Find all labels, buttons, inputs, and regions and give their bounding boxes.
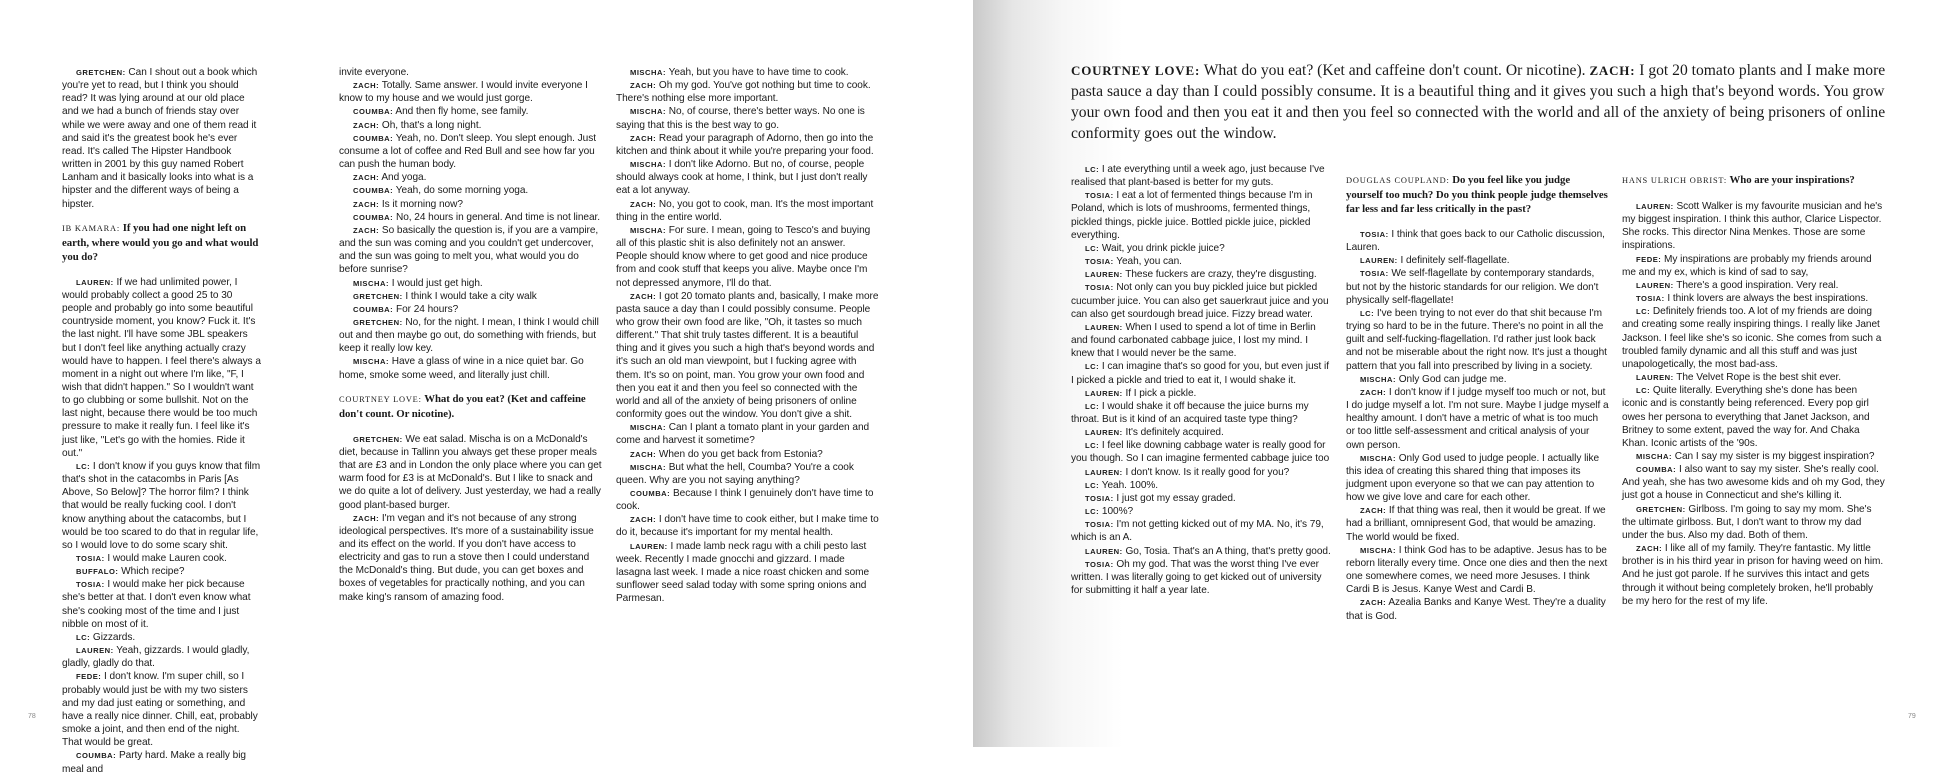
page-number-right: 79 <box>1908 713 1916 720</box>
dialogue-text: I definitely self-flagellate. <box>1400 255 1510 267</box>
dialogue-paragraph <box>1346 254 1609 267</box>
dialogue-text: Definitely friends too. A lot of my friends are doing and creating some really inspiring things. I really like Janet Jackson. I feel like she's so iconic. She comes from such a troubled family dynamic and all this stuff and was just unapologetically, the most bad-ass. <box>1622 306 1882 370</box>
dialogue-text: When I used to spend a lot of time in Berlin and found carbonated cabbage juice, I lost my mind. I knew that I would never be the same. <box>1071 321 1316 360</box>
dialogue-paragraph <box>1622 200 1885 253</box>
speaker-name: TOSIA: <box>1360 230 1389 239</box>
dialogue-paragraph <box>1622 253 1885 279</box>
dialogue-paragraph <box>339 132 602 171</box>
speaker-name: LC: <box>1636 307 1651 317</box>
pull-quote-answer-name: ZACH: <box>1589 63 1636 78</box>
speaker-name: LAUREN: <box>1636 280 1674 290</box>
speaker-name: TOSIA: <box>1085 257 1114 267</box>
speaker-name: LC: <box>1085 441 1100 451</box>
speaker-name: LC: <box>76 632 91 642</box>
speaker-name: LAUREN: <box>630 541 668 551</box>
speaker-name: LC: <box>76 461 91 471</box>
dialogue-paragraph <box>62 552 261 565</box>
dialogue-paragraph <box>339 105 602 118</box>
left-column-3 <box>616 66 879 605</box>
dialogue-paragraph <box>1071 163 1334 189</box>
dialogue-paragraph <box>339 198 602 211</box>
speaker-name: LC: <box>1085 507 1100 517</box>
dialogue-paragraph <box>339 119 602 132</box>
dialogue-paragraph <box>62 631 261 644</box>
dialogue-text: There's a good inspiration. Very real. <box>1676 279 1839 291</box>
speaker-name: TOSIA: <box>1360 269 1389 279</box>
speaker-name: TOSIA: <box>1636 294 1665 304</box>
dialogue-text: Is it morning now? <box>381 198 463 210</box>
dialogue-text: If we had unlimited power, I would probably collect a good 25 to 30 people and probably go into some beautiful countryside moment, you know? Fuck it. It's the last night. I'll have some JBL speakers but I don't feel like anything actually crazy would have to happen. I feel there's always a moment in a night out where I'm like, "F, I wish that didn't happen." So I wouldn't want to go clubbing or some bullshit. Not on the last night, because there would be too much pressure to make it really fun. I feel like it's just like, "Let's go with the homies. Ride it out." <box>62 276 261 459</box>
speaker-name: ZACH: <box>353 199 380 209</box>
dialogue-paragraph <box>1071 492 1334 505</box>
speaker-name: MISCHA: <box>630 107 666 117</box>
left-column-1 <box>62 66 261 776</box>
dialogue-text: I would just get high. <box>391 277 483 289</box>
dialogue-text: These fuckers are crazy, they're disgusting. <box>1125 269 1317 281</box>
right-column-1 <box>1071 163 1334 597</box>
speaker-name: LC: <box>1360 308 1375 318</box>
speaker-name: LC: <box>1085 362 1100 372</box>
speaker-name: COUMBA: <box>1636 465 1677 475</box>
speaker-name: ZACH: <box>1636 544 1663 554</box>
speaker-name: ZACH: <box>353 513 380 523</box>
right-column-3 <box>1622 163 1885 608</box>
speaker-name: LC: <box>1085 401 1100 411</box>
dialogue-paragraph <box>1346 228 1609 254</box>
dialogue-text: 100%? <box>1101 506 1134 518</box>
dialogue-paragraph <box>1622 450 1885 463</box>
dialogue-paragraph <box>616 513 879 539</box>
dialogue-text: I just got my essay graded. <box>1116 492 1236 504</box>
dialogue-text: No, you got to cook, man. It's the most important thing in the entire world. <box>616 198 874 223</box>
question-author: IB KAMARA: <box>62 223 121 233</box>
dialogue-text: I got 20 tomato plants and, basically, I make more pasta sauce a day than I could possibly consume. People who grow their own food are like, "Oh, it tastes so much different." That shit truly tastes different. It is a beautiful thing and it gives you such a high that's beyond words and it's such an old man viewpoint, but I fucking agree with them. It's so on point, man. You grow your own food and then you eat it and then you feel so connected with the world and all of the anxiety of being prisoners of online conformity goes out the window. You don't give a shit. <box>616 290 879 421</box>
dialogue-paragraph <box>1071 505 1334 518</box>
dialogue-text: And yoga. <box>381 172 427 184</box>
dialogue-text: Yeah, but you have to have time to cook. <box>668 67 849 78</box>
dialogue-paragraph <box>1346 596 1609 622</box>
dialogue-paragraph <box>1622 279 1885 292</box>
dialogue-text: I don't like Adorno. But no, of course, people should always cook at home, I think, but I just don't really eat a lot anyway. <box>616 159 868 197</box>
speaker-name: LAUREN: <box>76 646 114 656</box>
dialogue-text: But what the hell, Coumba? You're a cook queen. Why are you not saying anything? <box>616 461 854 486</box>
dialogue-text: We self-flagellate by contemporary standards, but not by the historic standards for our religion. We don't physically self-flagellate! <box>1346 268 1599 306</box>
dialogue-text: I don't know. I'm super chill, so I probably would just be with my two sisters and my dad just eating or something, and have a really nice dinner. Chill, eat, probably smoke a joint, and then end of the night. That would be great. <box>62 671 258 749</box>
dialogue-text: The Velvet Rope is the best shit ever. <box>1676 372 1841 384</box>
speaker-name: COUMBA: <box>630 489 671 498</box>
dialogue-text: I think I would take a city walk <box>405 290 537 302</box>
dialogue-paragraph <box>1071 439 1334 465</box>
dialogue-paragraph <box>62 749 261 775</box>
speaker-name: TOSIA: <box>1085 493 1114 503</box>
dialogue-paragraph <box>1346 504 1609 543</box>
speaker-name: LC: <box>1085 243 1100 253</box>
dialogue-paragraph <box>1071 255 1334 268</box>
dialogue-text: Oh, that's a long night. <box>381 119 482 131</box>
speaker-name: LAUREN: <box>1636 202 1674 211</box>
pull-quote-question: What do you eat? (Ket and caffeine don't count. Or nicotine). <box>1203 62 1586 79</box>
dialogue-paragraph <box>616 158 879 197</box>
speaker-name: COUMBA: <box>353 107 394 117</box>
speaker-name: ZACH: <box>353 120 380 130</box>
pull-quote <box>1071 60 1886 144</box>
speaker-name: COUMBA: <box>353 212 394 222</box>
dialogue-paragraph <box>1622 542 1885 608</box>
dialogue-text: Which recipe? <box>121 566 185 578</box>
speaker-name: COUMBA: <box>353 186 394 196</box>
dialogue-text: Read your paragraph of Adorno, then go into the kitchen and think about it while you're preparing your food. <box>616 132 874 157</box>
left-column-2 <box>339 66 602 604</box>
dialogue-text: So basically the question is, if you are a vampire, and the sun was coming and you couldn't get undercover, and the sun was going to melt you, what would you do before sunrise? <box>339 224 599 276</box>
dialogue-text: Have a glass of wine in a nice quiet bar. Go home, smoke some weed, and literally just chill. <box>339 356 584 381</box>
dialogue-paragraph <box>339 66 602 79</box>
dialogue-text: I've been trying to not ever do that shit because I'm trying so hard to be in the future. There's no point in all the guilt and self-fucking-flagellation. I'd rather just look back and not be miserable about the right now. It's just a thought pattern that you fall into prescribed by living in a society. <box>1346 307 1607 372</box>
dialogue-paragraph <box>616 198 879 224</box>
dialogue-paragraph <box>1346 267 1609 306</box>
dialogue-paragraph <box>1346 452 1609 505</box>
dialogue-paragraph <box>62 460 261 552</box>
dialogue-text: No, for the night. I mean, I think I would chill out and then maybe go out, do something with friends, but keep it really low key. <box>339 316 599 355</box>
dialogue-paragraph <box>339 512 602 604</box>
dialogue-paragraph <box>339 277 602 290</box>
speaker-name: GRETCHEN: <box>353 291 403 301</box>
dialogue-paragraph <box>1622 305 1885 371</box>
left-page <box>0 0 973 775</box>
dialogue-text: Yeah, do some morning yoga. <box>395 185 529 197</box>
dialogue-text: Only God can judge me. <box>1398 373 1507 385</box>
dialogue-paragraph <box>339 290 602 303</box>
dialogue-paragraph <box>1071 242 1334 255</box>
speaker-name: MISCHA: <box>630 160 666 170</box>
dialogue-paragraph <box>62 276 261 460</box>
dialogue-paragraph <box>1071 479 1334 492</box>
dialogue-text: Only God used to judge people. I actually like this idea of creating this shared thing that imposes its judgment upon everyone so that we can pay attention to how we give love and care for each other. <box>1346 452 1600 504</box>
dialogue-text: Wait, you drink pickle juice? <box>1101 242 1225 254</box>
speaker-name: ZACH: <box>353 225 380 235</box>
dialogue-paragraph <box>616 540 879 606</box>
dialogue-paragraph <box>616 461 879 487</box>
dialogue-paragraph <box>339 79 602 105</box>
dialogue-text: No, of course, there's better ways. No one is saying that this is the best way to go. <box>616 106 865 131</box>
dialogue-text: Gizzards. <box>92 631 136 643</box>
dialogue-text: Quite literally. Everything she's done has been iconic and is constantly being referenced. Every pop girl owes her persona to everything that Janet Jackson, and Britney to some extent, paved the way for. And Chaka Khan. Iconic artists of the '90s. <box>1622 385 1870 449</box>
speaker-name: GRETCHEN: <box>1636 504 1686 514</box>
dialogue-text: I think that goes back to our Catholic discussion, Lauren. <box>1346 229 1605 254</box>
question-author: HANS ULRICH OBRIST: <box>1622 176 1728 185</box>
dialogue-text: Yeah. 100%. <box>1101 479 1159 491</box>
speaker-name: GRETCHEN: <box>353 434 403 444</box>
dialogue-paragraph <box>616 421 879 447</box>
speaker-name: MISCHA: <box>630 423 666 433</box>
dialogue-text: It's definitely acquired. <box>1125 427 1224 439</box>
speaker-name: ZACH: <box>630 515 657 525</box>
pull-quote-question-name: COURTNEY LOVE: <box>1071 63 1201 78</box>
speaker-name: MISCHA: <box>630 462 666 472</box>
dialogue-paragraph <box>1622 371 1885 384</box>
dialogue-text: I would shake it off because the juice burns my throat. But is it kind of an acquired taste type thing? <box>1071 400 1309 425</box>
dialogue-paragraph <box>339 303 602 316</box>
pull-quote-answer: I got 20 tomato plants and I make more pasta sauce a day than I could possibly consume. It is a beautiful thing and it gives you such a high that's beyond words. You grow your own food and then you eat it and then you feel so connected with the world and all of the anxiety of being prisoners of online conformity goes out the window. <box>1071 62 1886 142</box>
dialogue-paragraph <box>1071 268 1334 281</box>
speaker-name: COUMBA: <box>353 133 394 143</box>
dialogue-text: Scott Walker is my favourite musician and he's my biggest inspiration. I think this author, Clarice Lispector. She rocks. This director Nina Menkes. Those are some inspirations. <box>1622 201 1883 252</box>
speaker-name: ZACH: <box>630 133 657 143</box>
dialogue-paragraph <box>339 355 602 381</box>
dialogue-paragraph <box>1346 373 1609 386</box>
speaker-name: ZACH: <box>353 81 380 91</box>
dialogue-paragraph <box>339 316 602 355</box>
interview-question <box>339 392 602 421</box>
dialogue-paragraph <box>1071 400 1334 426</box>
speaker-name: ZACH: <box>1360 387 1387 397</box>
speaker-name: TOSIA: <box>1085 520 1114 530</box>
dialogue-text: We eat salad. Mischa is on a McDonald's diet, because in Tallinn you always get these proper meals that are £3 and in London the only place where you can get warm food for £3 is at McDonald's. But I like to snack and we do quite a lot of delivery. Just yesterday, we had a really good plant-based burger. <box>339 433 602 511</box>
dialogue-paragraph <box>1071 545 1334 558</box>
dialogue-paragraph <box>339 171 602 184</box>
dialogue-paragraph <box>1622 292 1885 305</box>
dialogue-text: invite everyone. <box>339 67 409 78</box>
dialogue-text: I ate everything until a week ago, just because I've realised that plant-based is better for my guts. <box>1071 164 1325 189</box>
dialogue-text: Yeah, you can. <box>1116 256 1182 268</box>
dialogue-paragraph <box>339 433 602 512</box>
dialogue-paragraph <box>616 290 879 422</box>
dialogue-paragraph <box>1071 281 1334 320</box>
dialogue-paragraph <box>339 224 602 277</box>
speaker-name: COUMBA: <box>353 304 394 314</box>
speaker-name: ZACH: <box>1360 598 1387 608</box>
speaker-name: LC: <box>1085 165 1100 174</box>
dialogue-paragraph <box>1071 387 1334 400</box>
dialogue-text: Oh my god. That was the worst thing I've ever written. I was literally going to get kicked out of university for submitting it half a year late. <box>1071 558 1322 596</box>
dialogue-paragraph <box>616 448 879 461</box>
speaker-name: ZACH: <box>1360 506 1387 516</box>
dialogue-text: Totally. Same answer. I would invite everyone I know to my house and we would just gorge. <box>339 80 588 105</box>
dialogue-paragraph <box>62 66 261 211</box>
dialogue-text: When do you get back from Estonia? <box>658 448 823 460</box>
speaker-name: TOSIA: <box>1085 283 1114 293</box>
dialogue-text: Can I shout out a book which you're yet to read, but I think you should read? It was lying around at our old place and we had a bunch of friends stay over while we were away and one of them read it and said it's the greatest book he's ever read. It's called The Hipster Handbook written in 2001 by this guy named Robert Lanham and it basically looks into what is a hipster and the different ways of being a hipster. <box>62 67 258 210</box>
speaker-name: LAUREN: <box>1636 373 1674 383</box>
speaker-name: MISCHA: <box>1360 453 1396 463</box>
dialogue-text: I eat a lot of fermented things because I'm in Poland, which is lots of mushrooms, fermented things, pickled things, pickle juice. Bottled pickle juice, pickled everything. <box>1071 190 1313 241</box>
speaker-name: MISCHA: <box>630 68 666 77</box>
speaker-name: LC: <box>1636 386 1651 396</box>
dialogue-paragraph <box>62 578 261 631</box>
dialogue-text: I'm vegan and it's not because of any strong ideological perspectives. It's more of a sustainability issue and its effect on the world. If you don't have access to electricity and gas to run a stove then I could understand the McDonald's thing. But dude, you can get boxes and boxes of vegetables for practically nothing, and you can make king's ransom of amazing food. <box>339 512 594 603</box>
dialogue-text: If that thing was real, then it would be great. If we had a brilliant, omnipresent God, that would be amazing. The world would be fixed. <box>1346 505 1606 543</box>
dialogue-paragraph <box>339 211 602 224</box>
dialogue-paragraph <box>1071 518 1334 544</box>
dialogue-text: For 24 hours? <box>395 303 459 315</box>
dialogue-paragraph <box>1071 558 1334 597</box>
speaker-name: ZACH: <box>353 173 380 183</box>
dialogue-text: Girlboss. I'm going to say my mom. She's the ultimate girlboss. But, I don't want to throw my dad under the bus. Also my dad. Both of them. <box>1622 503 1872 541</box>
dialogue-text: Can I plant a tomato plant in your garden and come and harvest it sometime? <box>616 422 870 447</box>
dialogue-text: Go, Tosia. That's an A thing, that's pretty good. <box>1125 545 1331 557</box>
question-text: Do you feel like you judge yourself too much? Do you think people judge themselves far less and far less critically in the past? <box>1346 174 1608 215</box>
speaker-name: MISCHA: <box>1360 545 1396 555</box>
speaker-name: ZACH: <box>630 81 657 91</box>
dialogue-text: I feel like downing cabbage water is really good for you though. So I can imagine fermented cabbage juice too <box>1071 440 1330 465</box>
dialogue-paragraph <box>1346 386 1609 452</box>
speaker-name: LAUREN: <box>1085 428 1123 438</box>
speaker-name: ZACH: <box>630 291 657 301</box>
dialogue-paragraph <box>62 670 261 749</box>
dialogue-text: And then fly home, see family. <box>395 106 529 118</box>
dialogue-paragraph <box>1071 426 1334 439</box>
speaker-name: LAUREN: <box>1085 546 1123 556</box>
dialogue-paragraph <box>1071 321 1334 360</box>
dialogue-text: Azealia Banks and Kanye West. They're a duality that is God. <box>1346 597 1606 622</box>
dialogue-paragraph <box>1622 503 1885 542</box>
dialogue-text: I don't know. Is it really good for you? <box>1125 466 1290 478</box>
interview-question <box>62 221 261 264</box>
speaker-name: TOSIA: <box>76 554 105 563</box>
speaker-name: LAUREN: <box>1085 322 1123 332</box>
dialogue-paragraph <box>616 105 879 131</box>
dialogue-text: I don't have time to cook either, but I make time to do it, because it's important for my mental health. <box>616 514 879 539</box>
speaker-name: MISCHA: <box>630 225 666 235</box>
dialogue-text: I don't know if you guys know that film that's shot in the catacombs in Paris [As Above, So Below]? The horror film? I think that would be really fucking cool. I don't know anything about the catacombs, but I would be too scared to do that in regular life, so I would love to do some scary shit. <box>62 460 261 551</box>
dialogue-paragraph <box>1346 307 1609 373</box>
speaker-name: LAUREN: <box>1360 256 1398 266</box>
dialogue-text: I think lovers are always the best inspirations. <box>1667 293 1869 305</box>
speaker-name: COUMBA: <box>76 751 117 761</box>
question-text: If you had one night left on earth, where would you go and what would you do? <box>62 221 259 263</box>
speaker-name: GRETCHEN: <box>76 68 126 77</box>
speaker-name: TOSIA: <box>1085 191 1114 201</box>
interview-question <box>1346 173 1609 216</box>
dialogue-text: If I pick a pickle. <box>1125 387 1197 399</box>
dialogue-paragraph <box>1071 189 1334 242</box>
dialogue-text: I also want to say my sister. She's really cool. And yeah, she has two awesome kids and oh my God, they just got a house in Connecticut and she's killing it. <box>1622 464 1885 502</box>
dialogue-paragraph <box>616 79 879 105</box>
question-text: What do you eat? (Ket and caffeine don't count. Or nicotine). <box>339 392 586 420</box>
dialogue-text: Yeah, gizzards. I would gladly, gladly, gladly do that. <box>62 645 250 670</box>
dialogue-paragraph <box>1346 544 1609 597</box>
speaker-name: ZACH: <box>630 449 657 459</box>
dialogue-text: For sure. I mean, going to Tesco's and buying all of this plastic shit is also definitely not an answer. People should know where to get good and nice produce from and cook stuff that keeps you alive. Maybe once I'm not depressed anymore, I'll do that. <box>616 224 871 289</box>
speaker-name: LC: <box>1085 480 1100 490</box>
dialogue-text: Because I think I genuinely don't have time to cook. <box>616 488 874 513</box>
dialogue-paragraph <box>1071 466 1334 479</box>
speaker-name: FEDE: <box>76 672 102 682</box>
speaker-name: TOSIA: <box>1085 559 1114 569</box>
speaker-name: TOSIA: <box>76 580 105 590</box>
dialogue-paragraph <box>616 66 879 79</box>
dialogue-text: My inspirations are probably my friends around me and my ex, which is kind of sad to say, <box>1622 253 1872 278</box>
dialogue-text: I made lamb neck ragu with a chili pesto last week. Recently I made gnocchi and gizzard. I made lasagna last week. I made a nice roast chicken and some sunflower seed salad today with some spring onions and Parmesan. <box>616 540 870 605</box>
dialogue-text: I don't know if I judge myself too much or not, but I do judge myself a lot. I'm not sure. Maybe I judge myself a healthy amount. I don't have a metric of what is too much or too little self-assessment and critical analysis of your own person. <box>1346 386 1609 451</box>
dialogue-paragraph <box>339 184 602 197</box>
dialogue-text: I would make her pick because she's better at that. I don't even know what she's cooking most of the time and I just nibble on most of it. <box>62 579 251 630</box>
speaker-name: MISCHA: <box>1360 374 1396 384</box>
speaker-name: MISCHA: <box>353 278 389 288</box>
dialogue-text: No, 24 hours in general. And time is not linear. <box>395 211 601 223</box>
speaker-name: ZACH: <box>630 199 657 209</box>
dialogue-paragraph <box>62 565 261 578</box>
dialogue-paragraph <box>62 644 261 670</box>
speaker-name: LAUREN: <box>1085 388 1123 398</box>
dialogue-paragraph <box>616 487 879 513</box>
dialogue-paragraph <box>616 224 879 290</box>
dialogue-text: Not only can you buy pickled juice but pickled cucumber juice. You can also get sauerkraut juice and you can also get sourdough bread juice. Fizzy bread water. <box>1071 282 1329 320</box>
dialogue-paragraph <box>616 132 879 158</box>
speaker-name: MISCHA: <box>1636 451 1672 461</box>
question-author: COURTNEY LOVE: <box>339 394 422 404</box>
dialogue-text: I can imagine that's so good for you, but even just if I picked a pickle and tried to eat it, I would shake it. <box>1071 361 1329 386</box>
dialogue-paragraph <box>1622 384 1885 450</box>
speaker-name: MISCHA: <box>353 357 389 367</box>
speaker-name: LAUREN: <box>1085 467 1123 477</box>
speaker-name: GRETCHEN: <box>353 317 403 327</box>
dialogue-text: Party hard. Make a really big meal and <box>62 750 246 775</box>
dialogue-text: I would make Lauren cook. <box>107 553 227 564</box>
speaker-name: LAUREN: <box>76 277 114 287</box>
dialogue-text: I like all of my family. They're fantastic. My little brother is in his third year in prison for having weed on him. And he just got parole. If he survives this intact and gets through it without being completely broken, he'll probably be my hero for the rest of my life. <box>1622 543 1884 607</box>
dialogue-text: Yeah, no. Don't sleep. You slept enough. Just consume a lot of coffee and Red Bull and see how far you can push the human body. <box>339 132 596 171</box>
dialogue-text: Oh my god. You've got nothing but time to cook. There's nothing else more important. <box>616 80 871 105</box>
dialogue-paragraph <box>1622 463 1885 502</box>
dialogue-text: Can I say my sister is my biggest inspiration? <box>1674 450 1875 462</box>
dialogue-text: I'm not getting kicked out of my MA. No, it's 79, which is an A. <box>1071 519 1324 544</box>
question-text: Who are your inspirations? <box>1729 174 1855 186</box>
question-author: DOUGLAS COUPLAND: <box>1346 176 1450 185</box>
speaker-name: BUFFALO: <box>76 567 119 577</box>
right-column-2 <box>1346 163 1609 623</box>
speaker-name: FEDE: <box>1636 254 1662 264</box>
interview-question <box>1622 173 1885 188</box>
page-number-left: 78 <box>28 713 36 720</box>
speaker-name: LAUREN: <box>1085 270 1123 280</box>
dialogue-text: I think God has to be adaptive. Jesus has to be reborn literally every time. Once one dies and then the next one somewhere comes, we need more Jesuses. I think Cardi B is Jesus. Kanye West and Cardi B. <box>1346 544 1608 596</box>
dialogue-paragraph <box>1071 360 1334 386</box>
